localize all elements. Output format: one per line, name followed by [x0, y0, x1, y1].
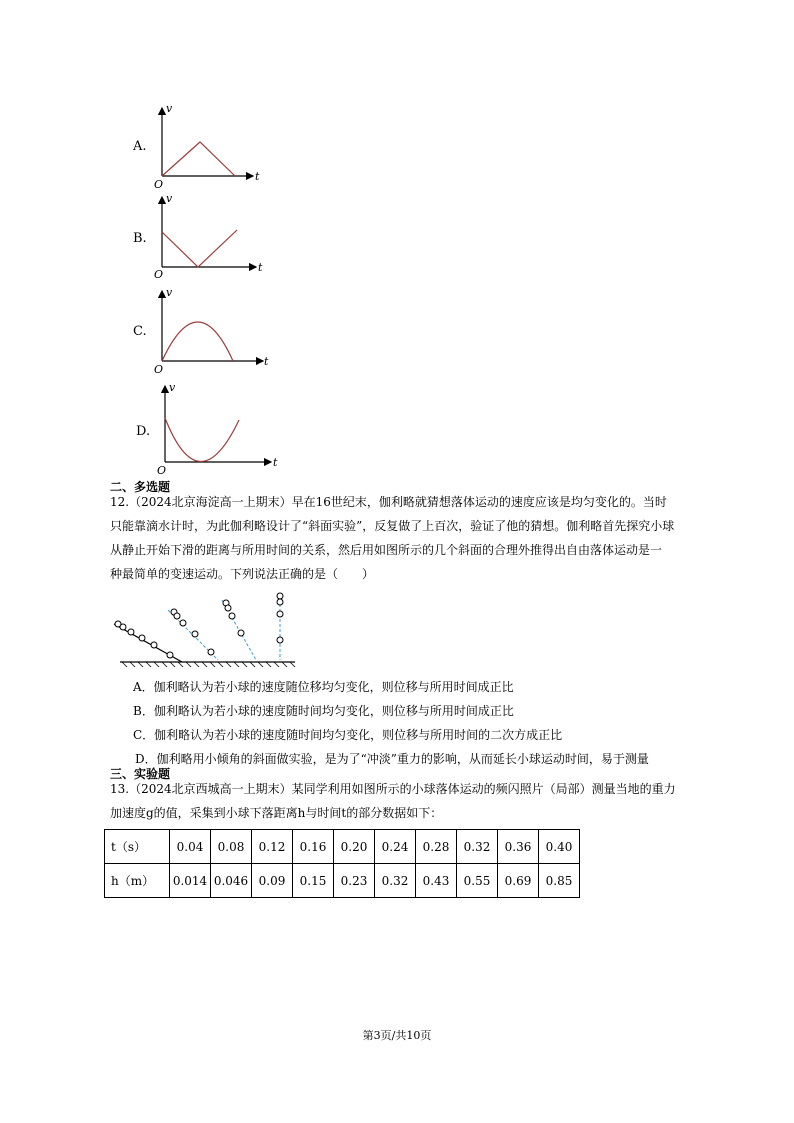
question-12-text	[110, 490, 690, 586]
vt-curve	[162, 142, 235, 176]
table-cell: 0.69	[498, 864, 539, 898]
option-b-label: B.	[133, 231, 147, 246]
table-cell: 0.04	[170, 830, 211, 864]
question-13-text	[110, 777, 690, 825]
table-cell: 0.20	[334, 830, 375, 864]
table-cell: 0.32	[457, 830, 498, 864]
q12-option-d: D．伽利略用小倾角的斜面做实验，是为了“冲淡”重力的影响，从而延长小球运动时间，易于测量	[135, 752, 649, 766]
option-c-label: C.	[133, 324, 147, 339]
origin-label: O	[154, 178, 164, 190]
origin-label: O	[154, 268, 164, 281]
q12-option-a: A．伽利略认为若小球的速度随位移均匀变化，则位移与所用时间成正比	[133, 680, 514, 694]
origin-label: O	[157, 464, 167, 476]
graph-d	[153, 380, 283, 476]
ground-hatching	[122, 662, 295, 667]
q13-line-2: 加速度g的值，采集到小球下落距离h与时间t的部分数据如下：	[110, 806, 443, 820]
q13-line-1: 13.（2024北京西城高一上期末）某同学利用如图所示的小球落体运动的频闪照片（局部）测量当地的重力	[110, 782, 676, 796]
q12-line-4: 种最简单的变速运动。下列说法正确的是（ ）	[110, 567, 375, 581]
origin-label: O	[154, 363, 164, 376]
table-cell: 0.23	[334, 864, 375, 898]
table-cell: 0.24	[375, 830, 416, 864]
table-header-h: h（m）	[105, 864, 170, 898]
table-header-t: t（s）	[105, 830, 170, 864]
table-cell: 0.014	[170, 864, 211, 898]
option-a-label: A.	[133, 139, 147, 154]
section-title-experiment: 三、实验题	[110, 767, 171, 781]
table-cell: 0.08	[211, 830, 252, 864]
table-cell: 0.16	[293, 830, 334, 864]
vt-curve	[165, 418, 239, 462]
q12-line-1: 12.（2024北京海淀高一上期末）早在16世纪末，伽利略就猜想落体运动的速度应该是均匀变化的。当时	[110, 495, 667, 509]
y-axis-label: v	[166, 286, 173, 299]
h-t-data-table	[104, 829, 580, 898]
option-d-label: D.	[136, 424, 151, 439]
balls-incline-3	[223, 600, 244, 636]
table-cell: 0.12	[252, 830, 293, 864]
table-cell: 0.046	[211, 864, 252, 898]
y-axis-label: v	[166, 102, 173, 115]
inclined-planes-figure	[110, 588, 300, 668]
balls-incline-2	[171, 609, 214, 655]
x-axis-label: t	[273, 456, 278, 469]
table-row-h	[105, 864, 580, 898]
vt-curve	[162, 230, 237, 267]
y-axis-label: v	[166, 192, 173, 205]
graph-b	[150, 192, 275, 282]
table-row-t	[105, 830, 580, 864]
q12-line-2: 只能靠滴水计时，为此伽利略设计了“斜面实验”，反复做了上百次，验证了他的猜想。伽利略首先探究小球	[110, 519, 675, 533]
q12-line-3: 从静止开始下滑的距离与所用时间的关系，然后用如图所示的几个斜面的合理外推得出自由落体运动是一	[110, 543, 663, 557]
table-cell: 0.43	[416, 864, 457, 898]
vt-curve	[162, 322, 233, 361]
table-cell: 0.32	[375, 864, 416, 898]
x-axis-label: t	[264, 355, 269, 368]
table-cell: 0.55	[457, 864, 498, 898]
table-cell: 0.36	[498, 830, 539, 864]
table-cell: 0.28	[416, 830, 457, 864]
table-cell: 0.40	[539, 830, 580, 864]
x-axis-label: t	[255, 170, 260, 183]
y-axis-label: v	[169, 381, 176, 394]
section-title-multiple-choice: 二、多选题	[110, 480, 171, 494]
q12-option-b: B．伽利略认为若小球的速度随时间均匀变化，则位移与所用时间成正比	[133, 704, 514, 718]
x-axis-label: t	[258, 261, 263, 274]
table-cell: 0.15	[293, 864, 334, 898]
table-cell: 0.09	[252, 864, 293, 898]
page-footer: 第3页/共10页	[362, 1029, 432, 1042]
q12-option-c: C．伽利略认为若小球的速度随时间均匀变化，则位移与所用时间的二次方成正比	[133, 728, 563, 742]
table-cell: 0.85	[539, 864, 580, 898]
graph-c	[150, 285, 275, 377]
graph-a	[150, 100, 270, 190]
